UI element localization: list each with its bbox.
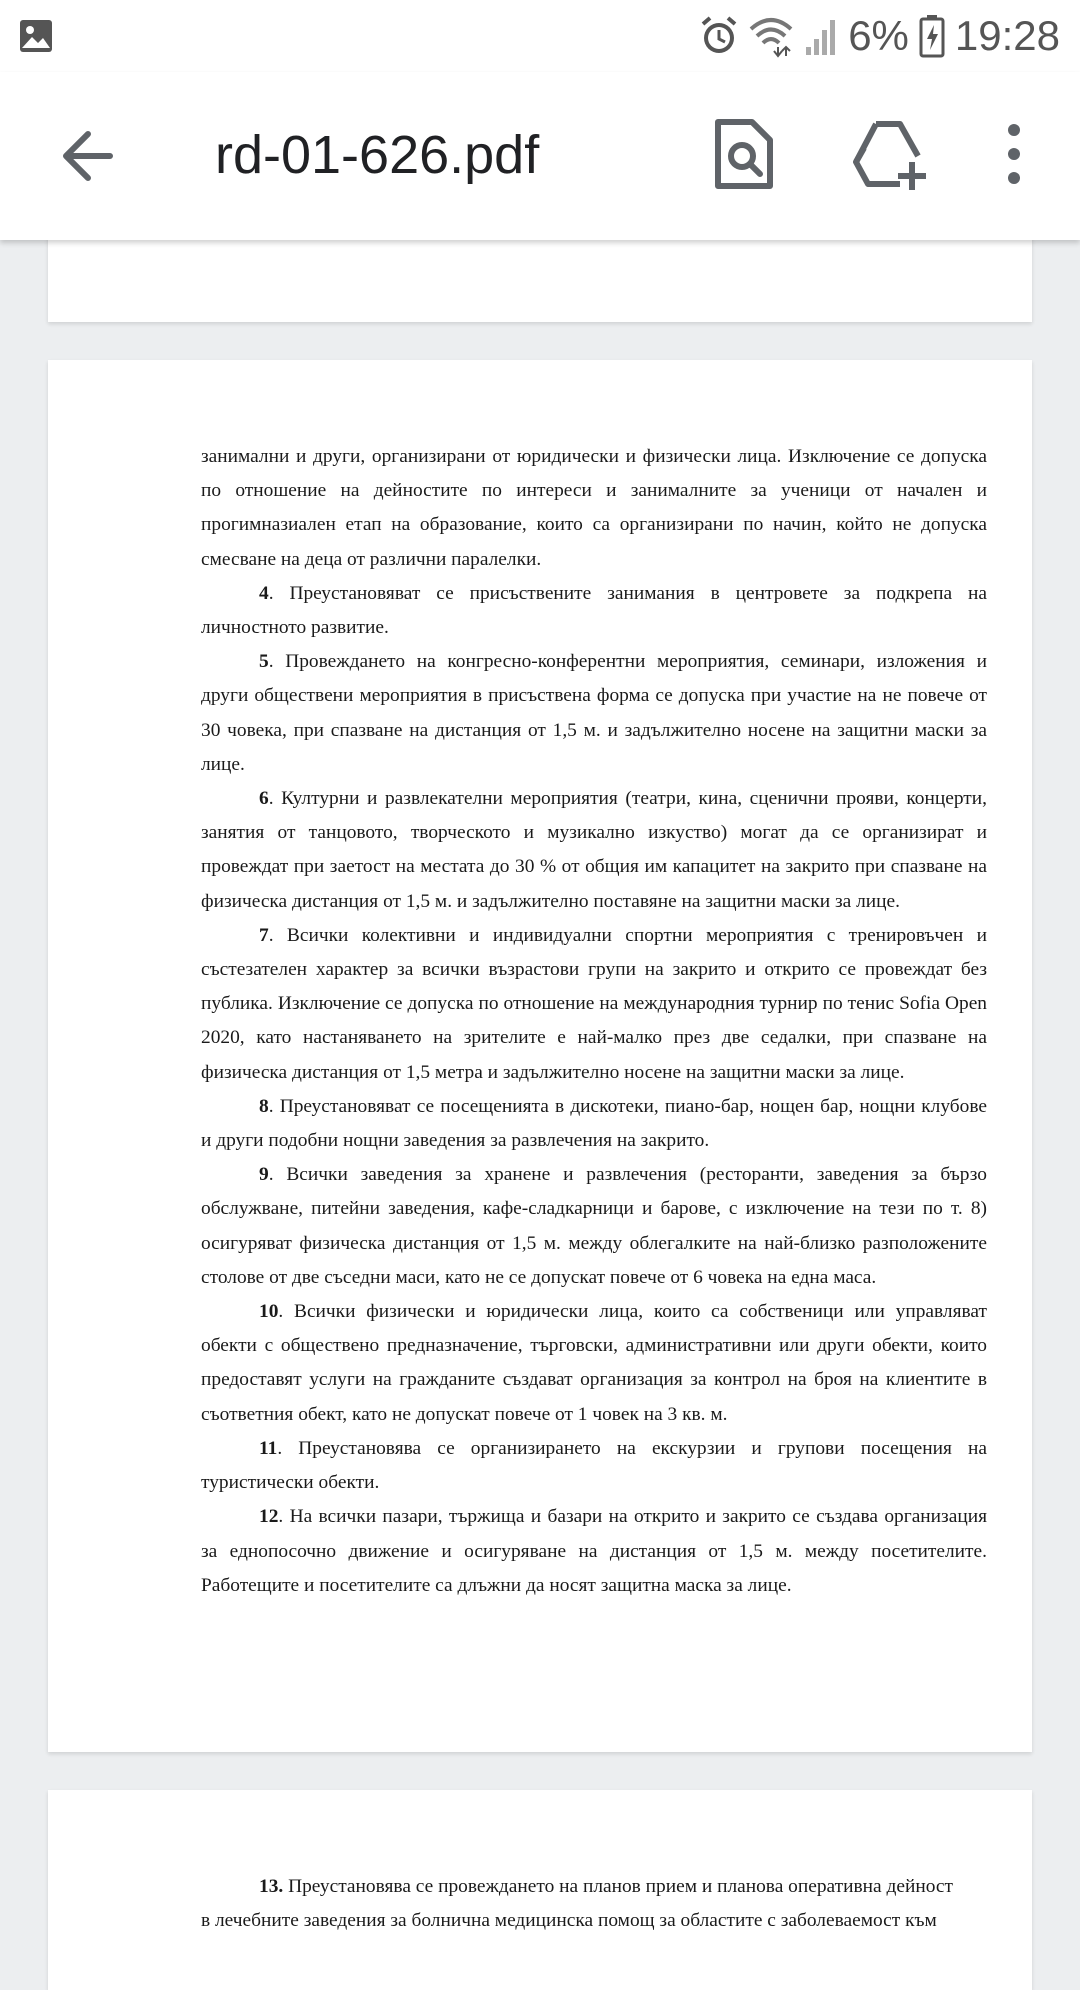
search-document-icon[interactable] [712,118,776,190]
item-text: . Преустановяват се посещенията в дискотеки, пиано-бар, нощен бар, нощни клубове и други подобни нощни заведения за развлечения на закрито. [201,1095,987,1152]
pdf-page-next [48,1790,1032,1990]
document-title: rd-01-626.pdf [215,125,540,185]
signal-icon [804,15,838,57]
item-text: Преустановява се провеждането на планов прием и планова оперативна дейност [283,1876,953,1897]
document-body-next [201,1870,987,1938]
list-item [201,1090,987,1158]
item-number: 4 [259,582,269,604]
item-number: 13. [259,1876,284,1897]
pdf-page [48,360,1032,1752]
list-item [201,1870,987,1904]
list-item [201,1158,987,1295]
item-number: 9 [259,1164,269,1186]
battery-percent: 6% [848,12,909,59]
list-item [201,1500,987,1603]
item-number: 5 [259,651,269,673]
wifi-icon [748,15,794,57]
list-item [201,645,987,782]
item-text: . Провеждането на конгресно-конферентни мероприятия, семинари, изложения и други обществени мероприятия в присъствена форма се допуска при участие на не повече от 30 човека, при спазване на дистанция от 1,5 м. и задължително носене на защитни маски за лице. [201,651,987,775]
list-item [201,919,987,1090]
text-line: в лечебните заведения за болнична медицинска помощ за областите с заболеваемост към [201,1910,937,1932]
item-text: . Културни и развлекателни мероприятия (театри, кина, сценични прояви, концерти, занятия от танцовото, творческото и музикално изкуство) могат да се организират и провеждат при заетост на местата до 30 % от общия им капацитет на закрито при спазване на физическа дистанция от 1,5 м. и задължително поставяне на защитни маски за лице. [201,788,987,912]
status-bar [0,0,1080,72]
paragraph-intro: занимални и други, организирани от юридически и физически лица. Изключение се допуска по отношение на дейностите по интереси и занималните за ученици от начален и прогимназиален етап на образование, които са организирани по начин, който не допуска смесване на деца от различни паралелки. [201,446,987,570]
item-number: 12 [259,1506,279,1528]
gallery-icon [18,18,54,54]
item-number: 6 [259,788,269,810]
status-indicators [700,10,1060,62]
battery-charging-icon [919,14,945,58]
list-item [201,782,987,919]
item-text: . Преустановяват се присъствените занимания в центровете за подкрепа на личностното развитие. [201,582,987,639]
item-text: . Преустановява се организирането на екскурзии и групови посещения на туристически обекти. [201,1437,987,1494]
back-arrow-icon[interactable] [52,120,124,192]
more-vert-icon[interactable] [996,118,1032,190]
item-number: 7 [259,924,269,946]
add-to-drive-icon[interactable] [852,118,932,190]
app-bar [0,72,1080,240]
list-item [201,577,987,645]
item-number: 11 [259,1437,278,1459]
item-number: 8 [259,1095,269,1117]
clock-time: 19:28 [954,12,1060,59]
alarm-icon [700,15,738,57]
document-body [201,440,987,1603]
item-number: 10 [259,1301,279,1323]
item-text: . Всички физически и юридически лица, които са собственици или управляват обекти с обществено предназначение, търговски, административни или други обекти, които предоставят услуги на гражданите създават организация за контрол на броя на клиентите в съответния обект, като не допускат повече от 1 човек на 3 кв. м. [201,1301,987,1425]
item-text: . Всички заведения за хранене и развлечения (ресторанти, заведения за бързо обслужване, питейни заведения, кафе-сладкарници и барове, с изключение на тези по т. 8) осигуряват физическа дистанция от 1,5 м. между облегалките на най-близко разположените столове от две съседни маси, като не се допускат повече от 6 човека на една маса. [201,1164,987,1288]
item-text: . На всички пазари, тържища и базари на открито и закрито се създава организация за еднопосочно движение и осигуряване на дистанция от 1,5 м. между посетителите. Работещите и посетителите са длъжни да носят защитна маска за лице. [201,1506,987,1596]
item-text: . Всички колективни и индивидуални спортни мероприятия с тренировъчен и състезателен характер за всички възрастови групи на закрито и открито се провеждат без публика. Изключение се допуска по отношение на международния турнир по тенис Sofia Open 2020, като настаняването на зрителите е най-малко през две седалки, при спазване на физическа дистанция от 1,5 метра и задължително носене на защитни маски за лице. [201,924,987,1083]
list-item [201,1295,987,1432]
list-item [201,1432,987,1500]
